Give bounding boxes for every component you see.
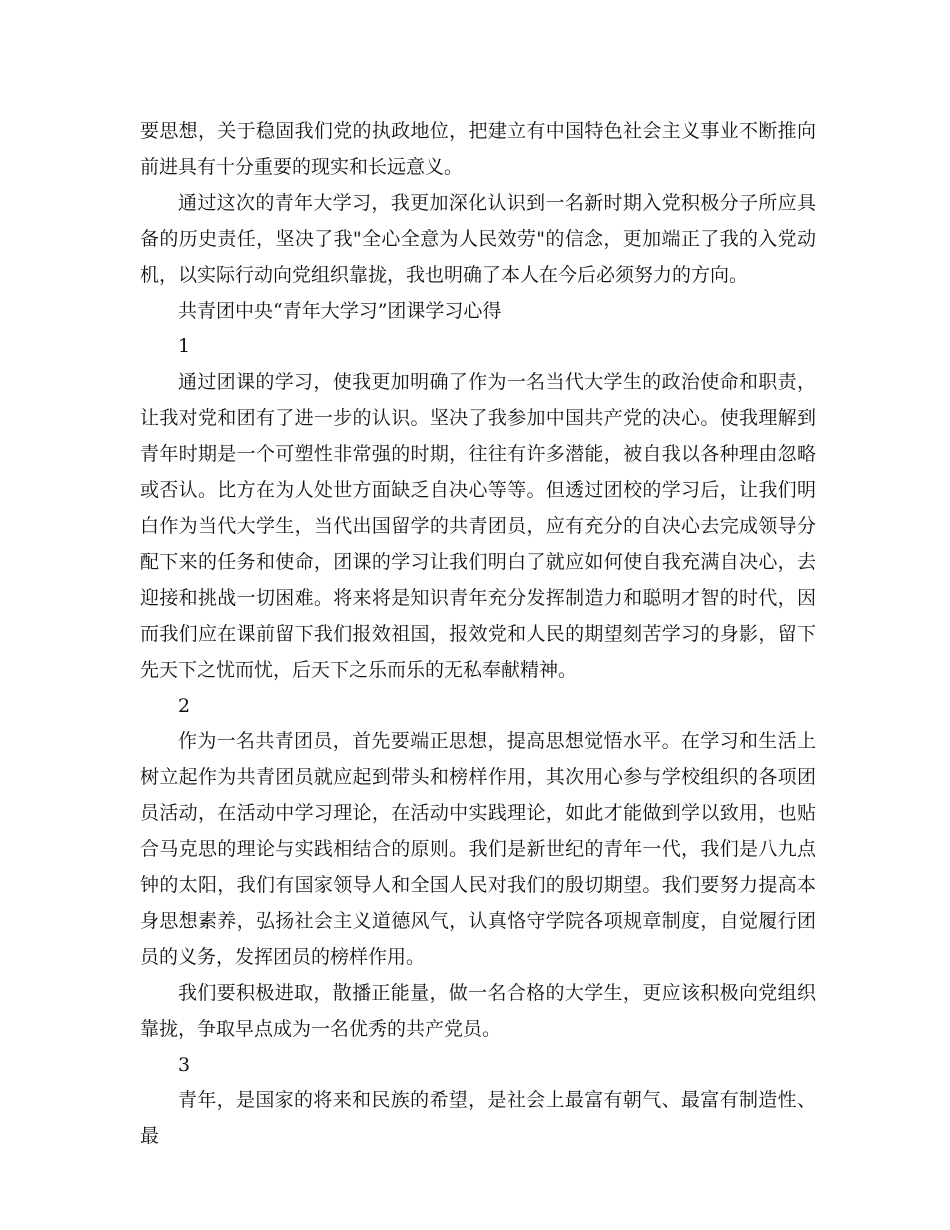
section-number: 3 — [178, 1053, 191, 1076]
document-body — [140, 114, 816, 1155]
paragraph: 通过这次的青年大学习，我更加深化认识到一名新时期入党积极分子所应具备的历史责任，坚决了我"全心全意为人民效劳"的信念，更加端正了我的入党动机，以实际行动向党组织靠拢，我也明确了本人在今后必须努力的方向。 — [140, 191, 816, 286]
section-number: 1 — [178, 335, 191, 358]
paragraph-truncated: 青年，是国家的将来和民族的希望，是社会上最富有朝气、最富有制造性、最 — [140, 1089, 816, 1148]
paragraph: 通过团课的学习，使我更加明确了作为一名当代大学生的政治使命和职责，让我对党和团有了进一步的认识。坚决了我参加中国共产党的决心。使我理解到青年时期是一个可塑性非常强的时期，往往有许多潜能，被自我以各种理由忽略或否认。比方在为人处世方面缺乏自决心等等。但透过团校的学习后，让我们明白作为当代大学生，当代出国留学的共青团员，应有充分的自决心去完成领导分配下来的任务和使命，团课的学习让我们明白了就应如何使自我充满自决心，去迎接和挑战一切困难。将来将是知识青年充分发挥制造力和聪明才智的时代，因而我们应在课前留下我们报效祖国，报效党和人民的期望刻苦学习的身影，留下先天下之忧而忧，后天下之乐而乐的无私奉献精神。 — [140, 371, 816, 681]
paragraph: 作为一名共青团员，首先要端正思想，提高思想觉悟水平。在学习和生活上树立起作为共青团员就应起到带头和榜样作用，其次用心参与学校组织的各项团员活动，在活动中学习理论，在活动中实践理论，如此才能做到学以致用，也贴合马克思的理论与实践相结合的原则。我们是新世纪的青年一代，我们是八九点钟的太阳，我们有国家领导人和全国人民对我们的殷切期望。我们要努力提高本身思想素养，弘扬社会主义道德风气，认真恪守学院各项规章制度，自觉履行团员的义务，发挥团员的榜样作用。 — [140, 730, 816, 968]
section-title: 共青团中央“青年大学习”团课学习心得 — [178, 299, 502, 322]
paragraph-continuation: 要思想，关于稳固我们党的执政地位，把建立有中国特色社会主义事业不断推向前进具有十分重要的现实和长远意义。 — [140, 120, 816, 178]
paragraph: 我们要积极进取，散播正能量，做一名合格的大学生，更应该积极向党组织靠拢，争取早点成为一名优秀的共产党员。 — [140, 981, 816, 1040]
section-number: 2 — [178, 694, 191, 717]
